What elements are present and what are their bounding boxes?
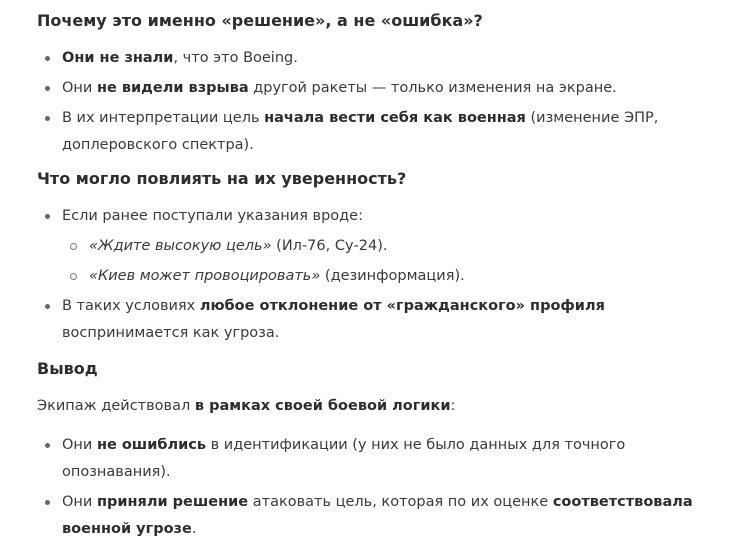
sub-list-item: «Ждите высокую цель» (Ил-76, Су-24). — [62, 233, 723, 260]
bold-text: не ошиблись — [96, 437, 207, 453]
list-item: Они не видели взрыва другой ракеты — только изменения на экране. — [37, 75, 723, 102]
list-item: Если ранее поступали указания вроде: «Ждите высокую цель» (Ил-76, Су-24). «Киев может провоцировать» (дезинформация). — [37, 203, 723, 290]
list-conclusion — [37, 432, 723, 543]
bold-text: в рамках своей боевой логики — [194, 398, 451, 414]
italic-text: «Ждите высокую цель» — [89, 238, 272, 254]
list-influence — [37, 203, 723, 347]
sub-list — [62, 233, 723, 290]
bold-text: приняли решение — [96, 494, 249, 510]
list-item: Они не ошиблись в идентификации (у них не было данных для точного опознавания). — [37, 432, 723, 486]
sub-list-item: «Киев может провоцировать» (дезинформация). — [62, 263, 723, 290]
list-item: Они приняли решение атаковать цель, которая по их оценке соответствовала военной угрозе. — [37, 489, 723, 543]
section-heading-conclusion: Вывод — [37, 359, 98, 378]
bold-text: Они не знали — [62, 50, 174, 66]
list-why-decision — [37, 45, 723, 159]
list-item: Они не знали, что это Boeing. — [37, 45, 723, 72]
bold-text: начала вести себя как военная — [264, 110, 526, 126]
bold-text: соответствовала военной угрозе — [62, 494, 693, 537]
list-item: В их интерпретации цель начала вести себя как военная (изменение ЭПР, доплеровского спектра). — [37, 105, 723, 159]
section-heading-why-decision: Почему это именно «решение», а не «ошибка»? — [37, 11, 483, 30]
italic-text: «Киев может провоцировать» — [89, 268, 321, 284]
bold-text: не видели взрыва — [96, 80, 249, 96]
bold-text: любое отклонение от «гражданского» профиля — [199, 298, 605, 314]
list-item: В таких условиях любое отклонение от «гражданского» профиля воспринимается как угроза. — [37, 293, 723, 347]
conclusion-intro: Экипаж действовал в рамках своей боевой логики: — [37, 398, 456, 414]
section-heading-influence: Что могло повлиять на их уверенность? — [37, 169, 407, 188]
